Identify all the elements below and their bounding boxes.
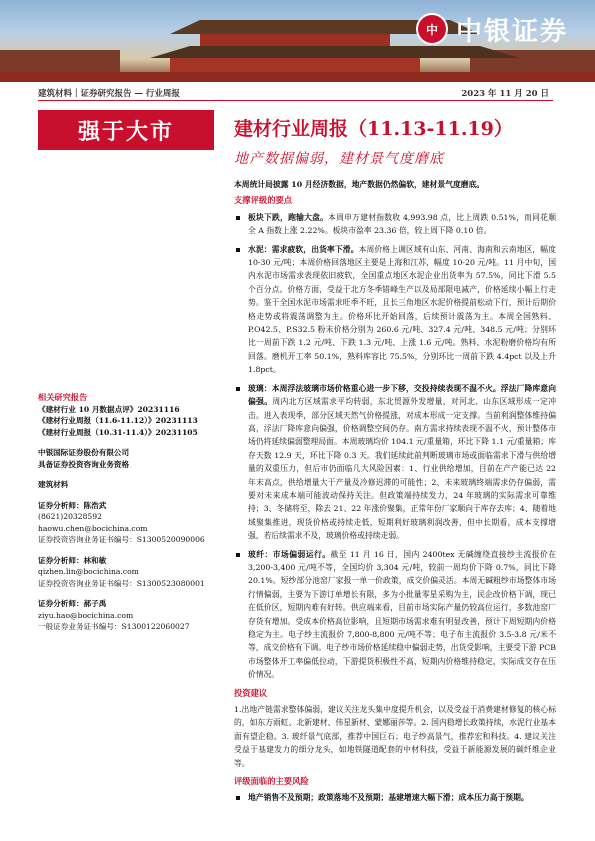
banner-roof-lower [150, 46, 520, 58]
report-title: 建材行业周报（11.13-11.19） [234, 118, 513, 140]
advice-number: 1. [234, 705, 242, 715]
header-banner [0, 0, 595, 82]
key-point-lead: 水泥：需求疲软，出货率下滑。 [248, 244, 359, 254]
key-point [234, 211, 556, 238]
key-point-lead: 玻璃：本周浮法玻璃市场价格重心进一步下移，交投持续表现不温不火。浮法厂降库意向偏强。 [248, 383, 556, 407]
bullet-icon [236, 796, 240, 800]
main-content [234, 178, 556, 810]
report-category: 建筑材料｜证券研究报告 — 行业周报 [38, 89, 180, 99]
bullet-icon [236, 553, 240, 557]
header-divider [38, 100, 553, 101]
key-point-text: 周内北方区域需求平均转弱，东北贸源外发增量，对河北、山东区域形成一定冲击。进入表现季，部分区域天然气价格提涨，对成本形成一定支撑。当前利润整体维持偏高，浮法厂降库意向偏强，价格调整空间仍存。南方需求持续表现不温不火，预计整体市场仍将延续偏弱整理局面。本周玻璃均价 104.1 元/重量箱，环比下降 1.1 元/重量箱；库存天数 12.9 天，环比下降 0.3 天。我们延续此前判断玻璃市场或面临需求下滑与供给增量的双重压力，但后市仍面临几大风险因素：1、行业供给增加，目前在产产能已达 22 年末高点，供给增量大于产量及冷修迟滞的可能性；2、未来玻璃终端需求仍存偏弱，需要对未来成本端可能波动保持关注。但政策端持续发力，24 年玻璃的实际需求可靠维持；3、冬储将至，除去 21、22 年涨价聚集，正常年份厂家顺向于库存去库；4、随着地域聚集推进，现货价格或持续走低，短期利好玻璃利润改善，但中长期看，成本支撑增强，若后续需求不及，玻璃价格或持续走弱。 [248, 397, 556, 541]
section-heading-key-points: 支撑评级的要点 [234, 195, 293, 206]
key-point-lead: 板块下跌，跑输大盘。 [248, 212, 329, 222]
related-report-item[interactable]: 《建材行业 10 月数据点评》20231116 [38, 404, 180, 414]
company-name: 中银国际证券股份有限公司 [38, 448, 130, 457]
analyst-cert: 证券投资咨询业务证书编号：S1300520090006 [38, 535, 205, 544]
analyst-name: 证券分析师：陈浩武 [38, 500, 107, 510]
rating-badge: 强于大市 [38, 110, 214, 150]
bullet-icon [236, 248, 240, 252]
sidebar [38, 392, 208, 633]
analyst-cert: 证券投资咨询业务证书编号：S1300523080001 [38, 578, 205, 588]
advice-body: 出地产链需求整体偏弱，建议关注龙头集中度提升机会，以及受益于消费建材修复的核心标的，如东方雨虹、北新建材、伟星新材、蒙娜丽莎等。2. 国内稳增长政策持续，水泥行业基本面有望企稳。3. 玻纤景气底部，推荐中国巨石；电子纱高景气，推荐宏和科技。4. 建议关注受益于基建发力的细分龙头，如地铁隧道配套的中材科技，受益于新能源发展的碳纤维企业等。 [234, 705, 556, 768]
brand-name: 中银证券 [456, 16, 569, 47]
analyst-email[interactable]: ziyu.hao@bocichina.com [38, 610, 134, 620]
company-qualification: 具备证券投资咨询业务资格 [38, 459, 130, 469]
brand-logo [416, 12, 568, 46]
section-heading-advice: 投资建议 [234, 687, 268, 698]
related-report-item[interactable]: 《建材行业周报（11.6-11.12）》20231113 [38, 416, 198, 425]
related-reports-heading: 相关研究报告 [38, 392, 88, 402]
analyst-name: 证券分析师：林和敏 [38, 555, 107, 565]
key-point-text: 本周价格上调区域有山东、河南、海南和云南地区，幅度 10-30 元/吨；本周价格回落地区主要是上海和江苏，幅度 10-20 元/吨。11 月中旬，国内水泥市场需求表现依旧疲软，全国重点地区水泥企业出货率为 57.5%，同比下滑 5.5 个百分点。价格方面，受益于北方冬季错峰生产以及局部限电减产，价格延续小幅上行走势。鉴于全国水泥市场需求旺季不旺，且长三角地区水泥价格提前松动下行，预计后期价格走势或将震荡调整为主。价格环比开始回落，后续预计震荡为主。本周全国熟料、P.O42.5、P.S32.5 粉末价格分别为 260.6 元/吨、327.4 元/吨、348.5 元/吨；分别环比一周前下跌 1.2 元/吨、下跌 1.3 元/吨、上涨 1.6 元/吨。熟料、水泥粉磨价格均有所回落。磨机开工率 50.1%，熟料库容比 75.5%，分别环比一周前下跌 4.4pct 以及上升 1.8pct。 [248, 244, 557, 375]
analyst-name: 证券分析师：郝子禹 [38, 599, 107, 608]
summary: 本周统计局披露 10 月经济数据，地产数据仍然偏软，建材景气度磨底。 [234, 180, 485, 189]
related-report-item[interactable]: 《建材行业周报（10.31-11.4）》20231105 [38, 427, 198, 437]
report-date: 2023 年 11 月 20 日 [461, 89, 549, 99]
key-point-text: 截至 11 月 16 日，国内 2400tex 无碱缠绕直接纱主流报价在 3,200-3,400 元/吨不等，全国均价 3,304 元/吨，较前一周均价下降 0.7%，同比下降 20.1%。短纱部分池窑厂家报一单一价政策，成交价偏灵活。本周无碱粗纱市场整体市场行情偏弱，主要为下游订单增长有限，多为小批量零星采购为主，民企改价格下调，现已在低价区，短期内难有好转。供应端来看，目前市场实际产量仍较高位运行，多数池窑厂存货有增加。受成本价格高位影响，且短期市场需求难有明显改善，预计下周短期内价格稳定为主。电子纱主流报价 7,800-8,800 元/吨不等；电子布主流报价 3.5-3.8 元/米不等，成交价格有下调。电子纱市场价格延续稳中偏弱走势，出货受影响，主要受下游 PCB 市场整体开工率偏低拉动，下游提货积极性不高，短期内价格维持稳定，实际成交存在压价情况。 [248, 549, 556, 680]
advice-text [234, 703, 556, 770]
key-point [234, 548, 556, 682]
brand-mark-icon: 中 [416, 13, 448, 45]
banner-wall [0, 72, 595, 82]
analyst-phone: (8621)20328592 [38, 512, 102, 521]
risk-text: 地产销售不及预期；政策落地不及预期；基建增速大幅下滑；成本压力高于预期。 [248, 793, 529, 803]
analyst-cert: 一般证券业务证书编号：S1300122060027 [38, 622, 190, 631]
key-point [234, 382, 556, 543]
report-subtitle: 地产数据偏弱，建材景气度磨底 [234, 151, 444, 167]
industry-label: 建筑材料 [38, 480, 69, 489]
risk-item [234, 791, 556, 804]
key-point-lead: 玻纤：市场偏弱运行。 [248, 549, 331, 559]
key-point [234, 243, 556, 377]
banner-wall-left [0, 50, 120, 74]
key-point-text: 本周申万建材指数收 4,993.98 点，比上周跌 0.51%，而同花顺全 A 指数上涨 2.22%。板块市盈率 23.36 倍，较上周下降 0.10 倍。 [248, 212, 556, 236]
section-heading-risks: 评级面临的主要风险 [234, 776, 309, 787]
bullet-icon [236, 387, 240, 391]
analyst-email[interactable]: haowu.chen@bocichina.com [38, 523, 148, 533]
analyst-email[interactable]: qizhen.lin@bocichina.com [38, 567, 139, 576]
bullet-icon [236, 216, 240, 220]
